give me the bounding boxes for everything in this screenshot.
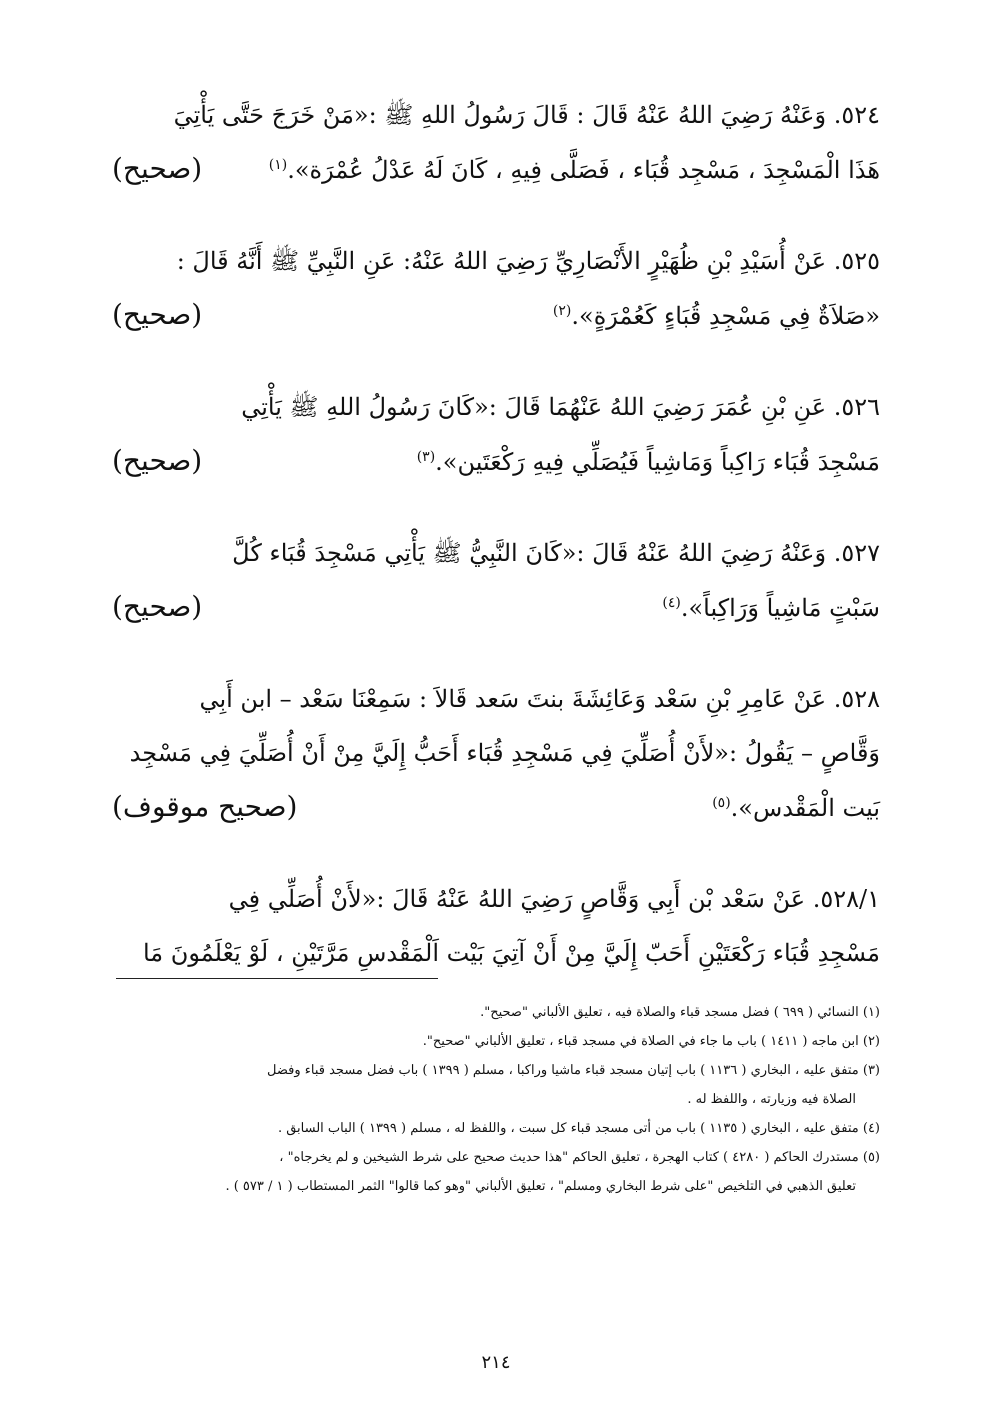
- hadith-line: ٥٢٨. عَنْ عَامِرِ بْنِ سَعْد وَعَائِشَةَ بنتَ سَعد قَالاَ : سَمِعْنَا سَعْد – ابن أَبِي: [199, 685, 880, 713]
- footnote-ref[interactable]: (٥): [712, 795, 731, 811]
- hadith-line: سَبْتٍ مَاشِياً وَرَاكِباً».: [680, 594, 880, 622]
- footnotes: [112, 998, 880, 1201]
- footnote-3: (٣) متفق عليه ، البخاري ( ١١٣٦ ) باب إتيان مسجد قباء ماشيا وراكبا ، مسلم ( ١٣٩٩ ) باب فضل مسجد قباء وفضل: [267, 1063, 880, 1078]
- footnote-3-continued: الصلاة فيه وزيارته ، واللفظ له .: [687, 1092, 856, 1107]
- hadith-line: «صَلاَةٌ فِي مَسْجِدِ قُبَاءٍ كَعُمْرَةٍ».: [571, 302, 880, 330]
- footnote-divider: [116, 978, 438, 979]
- hadith-524: [112, 88, 880, 197]
- grade-label: (صحيح): [112, 152, 203, 185]
- footnote-4: (٤) متفق عليه ، البخاري ( ١١٣٥ ) باب من أتى مسجد قباء كل سبت ، واللفظ له ، مسلم ( ١٣٩٩ ) الباب السابق .: [277, 1121, 880, 1136]
- footnote-5: (٥) مستدرك الحاكم ( ٤٢٨٠ ) كتاب الهجرة ، تعليق الحاكم "هذا حديث صحيح على شرط الشيخين و لم يخرجاه" ،: [279, 1150, 880, 1165]
- hadith-525: [112, 234, 880, 343]
- hadith-line: وَقَّاصٍ – يَقُولُ :«لأَنْ أُصَلِّيَ فِي مَسْجِدِ قُبَاء أَحَبُّ إِلَيَّ مِنْ أَنْ أُصَلِّيَ فِي مَسْجِد: [129, 739, 880, 767]
- hadith-526: [112, 380, 880, 489]
- grade-label: (صحيح): [112, 444, 203, 477]
- hadith-line: ٥٢٥. عَنْ أُسَيْدِ بْنِ ظُهَيْرٍ الأَنْصَارِيِّ رَضِيَ اللهُ عَنْهُ: عَنِ النَّبِيِّ ﷺ أَنَّهُ قَالَ :: [176, 247, 880, 275]
- footnote-ref[interactable]: (٣): [416, 449, 436, 465]
- hadith-line: بَيت الْمَقْدس».: [730, 794, 880, 822]
- footnote-ref[interactable]: (٤): [662, 595, 681, 611]
- footnote-5-continued: تعليق الذهبي في التلخيص "على شرط البخاري ومسلم" ، تعليق الألباني "وهو كما قالوا" الثمر المستطاب ( ١ / ٥٧٣ ) .: [225, 1179, 856, 1194]
- hadith-line: مَسْجِدَ قُبَاء رَاكِباً وَمَاشِياً فَيُصَلِّي فِيهِ رَكْعَتَين».: [435, 448, 880, 476]
- footnote-ref[interactable]: (٢): [552, 303, 572, 319]
- hadith-528-1: [112, 872, 880, 980]
- hadith-527: [112, 526, 880, 635]
- hadith-line: هَذَا الْمَسْجِدَ ، مَسْجِد قُبَاء ، فَصَلَّى فِيهِ ، كَانَ لَهُ عَدْلُ عُمْرَة».: [287, 156, 880, 184]
- page-number: ٢١٤: [481, 1352, 511, 1373]
- hadith-line: ٥٢٧. وَعَنْهُ رَضِيَ اللهُ عَنْهُ قَالَ :«كَانَ النَّبِيُّ ﷺ يَأْتِي مَسْجِدَ قُبَاء كُلَّ: [232, 539, 880, 567]
- grade-label: (صحيح): [112, 298, 203, 331]
- hadith-line: ٥٢٤. وَعَنْهُ رَضِيَ اللهُ عَنْهُ قَالَ : قَالَ رَسُولُ اللهِ ﷺ :«مَنْ خَرَجَ حَتَّى يَأْتِيَ: [173, 101, 880, 129]
- hadith-528: [112, 672, 880, 835]
- hadith-line: مَسْجِدِ قُبَاء رَكْعَتَيْنِ أَحَبّ إِلَيَّ مِنْ أَنْ آتِيَ بَيْت اَلْمَقْدسِ مَرَّتَيْنِ ، لَوْ يَعْلَمُونَ مَا: [142, 939, 880, 967]
- footnote-ref[interactable]: (١): [268, 157, 288, 173]
- footnote-1: (١) النسائي ( ٦٩٩ ) فضل مسجد قباء والصلاة فيه ، تعليق الألباني "صحيح".: [480, 1005, 880, 1020]
- grade-label: (صحيح موقوف): [112, 790, 298, 823]
- hadith-line: ٥٢٦. عَنِ بْنِ عُمَرَ رَضِيَ اللهُ عَنْهُمَا قَالَ :«كَانَ رَسُولُ اللهِ ﷺ يَأْتِي: [241, 393, 880, 421]
- main-text: [112, 88, 880, 1017]
- grade-label: (صحيح): [112, 590, 203, 623]
- footnote-2: (٢) ابن ماجه ( ١٤١١ ) باب ما جاء في الصلاة في مسجد قباء ، تعليق الألباني "صحيح".: [422, 1034, 880, 1049]
- hadith-line: ٥٢٨/١. عَنْ سَعْد بْن أَبِي وَقَّاصٍ رَضِيَ اللهُ عَنْهُ قَالَ :«لأَنْ أُصَلِّي فِي: [228, 885, 880, 913]
